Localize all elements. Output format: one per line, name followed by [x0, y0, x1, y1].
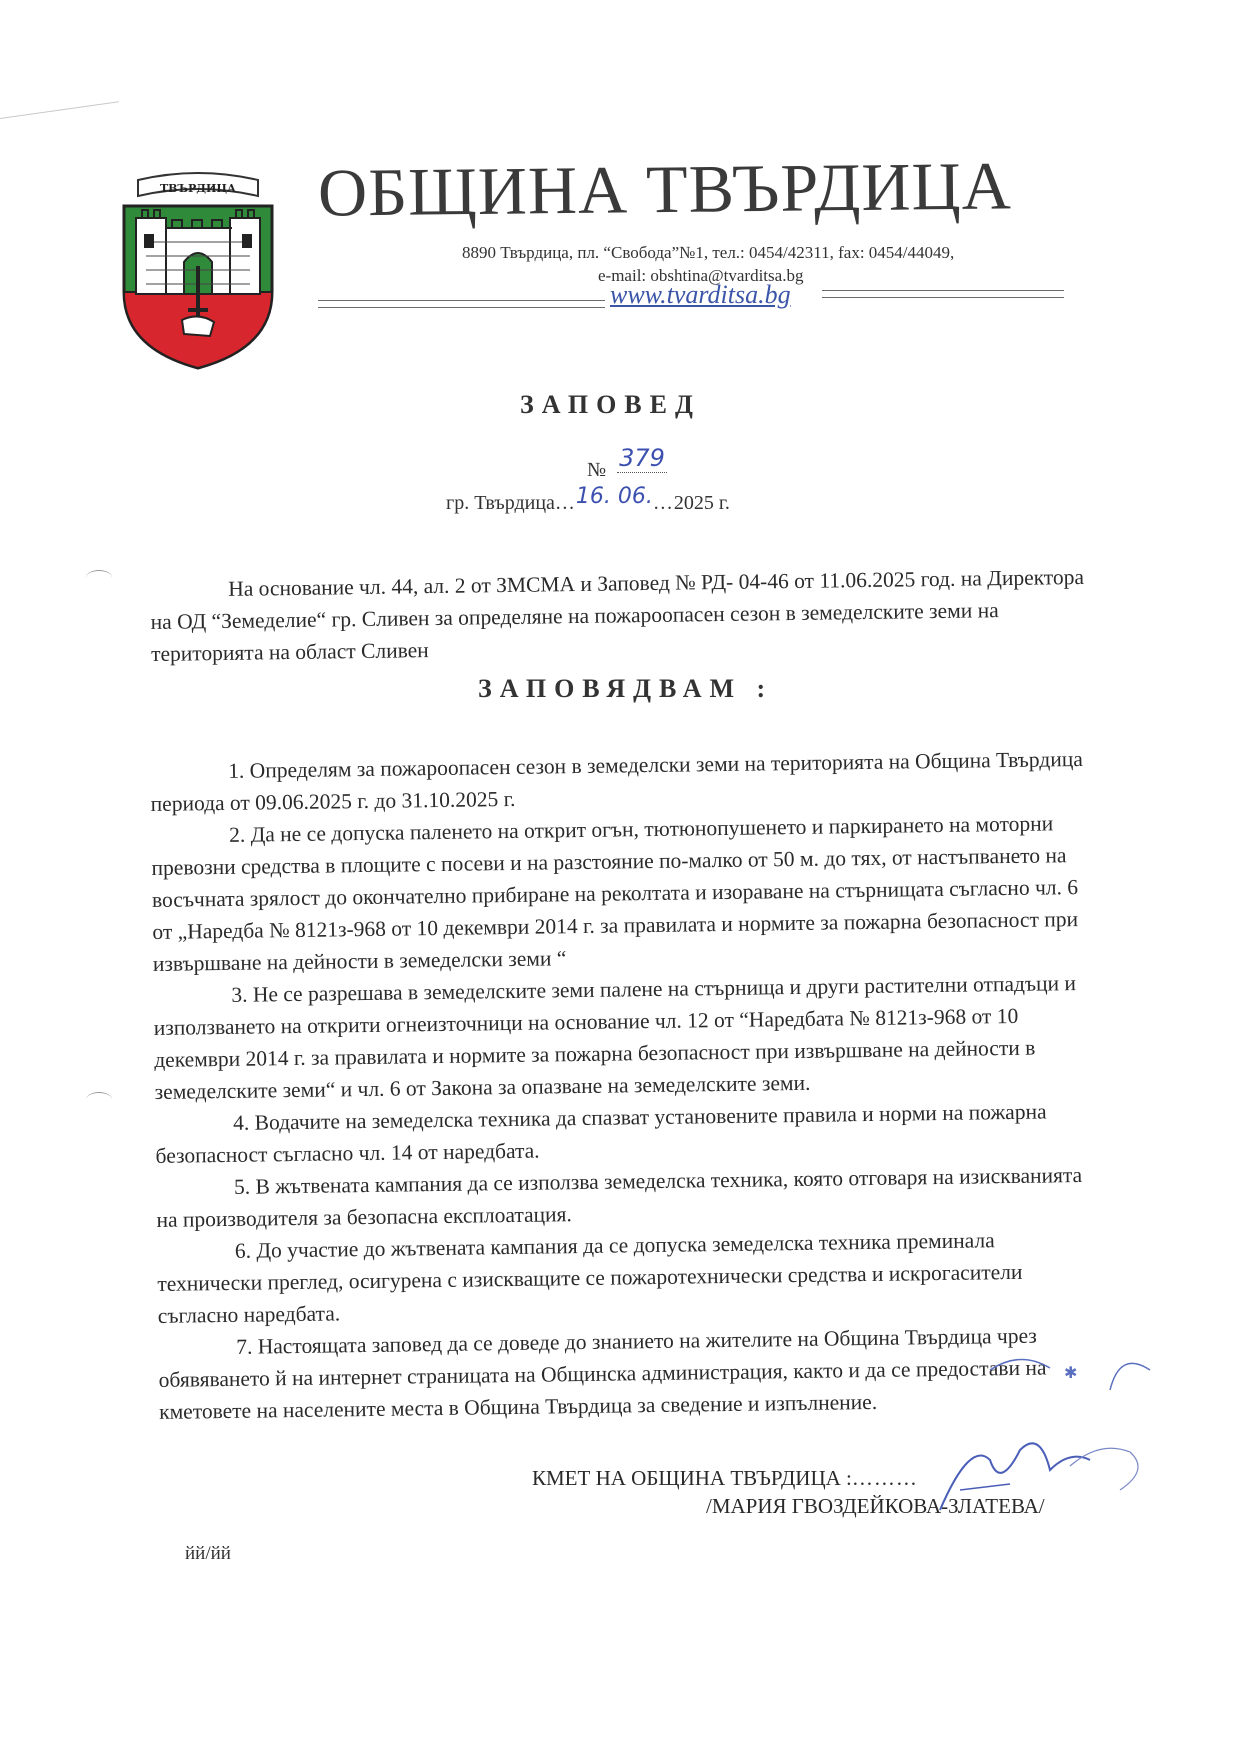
- address-line: 8890 Твърдица, пл. “Свобода”№1, тел.: 0454/42311, fax: 0454/44049,: [462, 243, 955, 262]
- municipal-crest-logo: [118, 172, 278, 372]
- header-separator-left: [318, 300, 605, 308]
- header-separator-right: [822, 290, 1064, 298]
- date-row: гр. Твърдица…16. 06.…2025 г.: [446, 484, 730, 514]
- crest-banner-text: ТВЪРДИЦА: [159, 182, 237, 195]
- hole-punch-mark: [86, 570, 112, 585]
- website-link[interactable]: www.tvarditsa.bg: [610, 280, 791, 309]
- number-label: №: [587, 459, 607, 481]
- intro-paragraph-block: [150, 561, 1101, 670]
- mayor-name: /МАРИЯ ГВОЗДЕЙКОВА-ЗЛАТЕВА/: [706, 1494, 1045, 1518]
- author-initials: йй/йй: [185, 1543, 231, 1564]
- order-item: 3. Не се разрешава в земеделските земи палене на стърнища и други растителни отпадъци и използването на открити огнеизточници на основание чл. 12 от “Наредбата № 8121з-968 от 10 декември 2014 г. за правилата и нормите за пожарна безопасност при извършване на дейности в земеделските земи“ и чл. 6 от Закона за опазване на земеделските земи.: [153, 971, 1077, 1104]
- handwritten-signature: [900, 1430, 1160, 1540]
- stamp-fragment: [980, 1330, 1170, 1400]
- order-heading: ЗАПОВЯДВАМ :: [478, 674, 774, 703]
- mayor-title: КМЕТ НА ОБЩИНА ТВЪРДИЦА :………: [532, 1466, 918, 1490]
- order-items: [150, 743, 1094, 1428]
- email-line: e-mail: obshtina@tvarditsa.bg: [598, 266, 804, 285]
- order-item: 4. Водачите на земеделска техника да спазват установените правила и норми на пожарна безопасност съгласно чл. 14 от наредбата.: [155, 1099, 1047, 1168]
- scan-artifact-line: [0, 101, 119, 119]
- document-title: ЗАПОВЕД: [520, 390, 701, 419]
- order-item: 2. Да не се допуска паленето на открит огън, тютюнопушенето и паркирането на моторни превозни средства в площите с посеви и на разстояние по-малко от 50 м. до тях, от настъпването на восъчната зрялост до окончателно прибиране на реколтата и изораване на стърнищата съгласно чл. 6 от „Наредба № 8121з-968 от 10 декември 2014 г. за правилата и нормите за пожарна безопасност при извършване на дейности в земеделски земи “: [151, 811, 1079, 976]
- order-item: 5. В жътвената кампания да се използва земеделска техника, която отговаря на изискванията на производителя за безопасна експлоатация.: [156, 1163, 1083, 1232]
- order-item: 6. До участие до жътвената кампания да се допуска земеделска техника преминала технически преглед, осигурена с изискващите се пожаротехнически средства и искрогасители съгласно наредбата.: [157, 1228, 1023, 1328]
- organization-name: ОБЩИНА ТВЪРДИЦА: [317, 147, 1013, 231]
- intro-paragraph: На основание чл. 44, ал. 2 от ЗМСМА и Заповед № РД- 04-46 от 11.06.2025 год. на Директора на ОД “Земеделие“ гр. Сливен за определяне на пожароопасен сезон в земеделските земи на територията на област Сливен: [150, 564, 1085, 666]
- order-item: 7. Настоящата заповед да се доведе до знанието на жителите на Община Твърдица чрез обявяването й на интернет страницата на Общинска администрация, както и да се предостави на кметовете на населените места в Община Твърдица за сведение и изпълнение.: [158, 1323, 1047, 1424]
- date-year: 2025 г.: [673, 492, 730, 514]
- order-item: 1. Определям за пожароопасен сезон в земеделски земи на територията на Община Твърдица периода от 09.06.2025 г. до 31.10.2025 г.: [150, 746, 1083, 816]
- hole-punch-mark: [86, 1092, 112, 1107]
- date-handwritten: 16. 06.: [575, 484, 653, 509]
- date-place: гр. Твърдица: [446, 492, 555, 514]
- svg-text:✱: ✱: [1064, 1365, 1078, 1382]
- mayor-title-text: КМЕТ НА ОБЩИНА ТВЪРДИЦА :: [532, 1466, 852, 1490]
- order-number-handwritten: 379: [619, 444, 665, 472]
- order-number-row: [587, 444, 667, 482]
